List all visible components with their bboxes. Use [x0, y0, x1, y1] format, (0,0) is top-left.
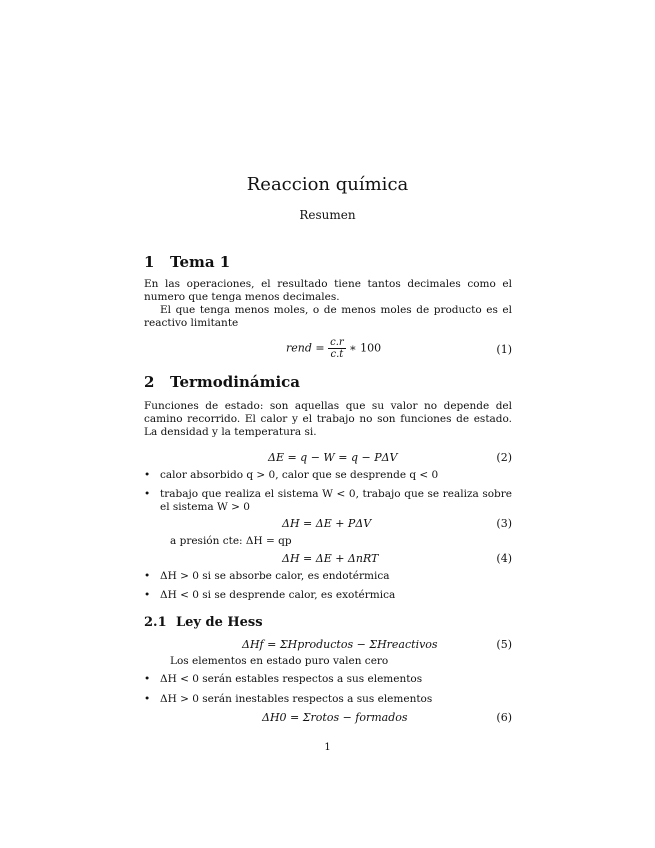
section-number: 2 [144, 373, 155, 391]
bullet-heat-sign: • calor absorbido q > 0, calor que se desprende q < 0 [160, 469, 512, 482]
bullet-endothermic: • ΔH > 0 si se absorbe calor, es endotérmica [160, 570, 512, 583]
equation-6-label: (6) [496, 711, 512, 724]
equation-1-fraction [328, 337, 346, 360]
equation-1 [144, 335, 512, 363]
equation-1-lhs: rend = [286, 341, 325, 355]
document-title: Reaccion química [246, 174, 409, 195]
section-title: Tema 1 [170, 253, 231, 271]
section-number: 1 [144, 253, 155, 271]
paragraph-state-functions: Funciones de estado: son aquellas que su valor no depende del camino recorrido. El calor y el trabajo no son funciones de estado. La densidad y la temperatura si. [144, 400, 512, 438]
section-title: Termodinámica [170, 373, 300, 391]
pressure-note: a presión cte: ΔH = qp [170, 535, 292, 547]
section-2-heading [144, 373, 300, 391]
equation-1-rhs: ∗ 100 [349, 341, 382, 355]
subsection-2-1-heading [144, 615, 263, 630]
fraction-denominator: c.t [330, 349, 344, 360]
abstract-heading: Resumen [299, 208, 356, 222]
pure-elements-note: Los elementos en estado puro valen cero [170, 655, 389, 667]
equation-2-body: ΔE = q − W = q − PΔV [268, 451, 398, 464]
equation-1-label: (1) [496, 343, 512, 356]
equation-3-label: (3) [496, 517, 512, 530]
page-number: 1 [324, 742, 331, 753]
equation-6-body: ΔH0 = Σrotos − formados [262, 711, 408, 724]
equation-4-label: (4) [496, 552, 512, 565]
equation-4-body: ΔH = ΔE + ΔnRT [282, 552, 379, 565]
bullet-stable: • ΔH < 0 serán estables respectos a sus elementos [160, 673, 512, 686]
equation-2-label: (2) [496, 451, 512, 464]
bullet-work-sign: • trabajo que realiza el sistema W < 0, trabajo que se realiza sobre el sistema W > 0 [160, 488, 512, 514]
equation-3-body: ΔH = ΔE + PΔV [282, 517, 372, 530]
bullet-exothermic: • ΔH < 0 si se desprende calor, es exotérmica [160, 589, 512, 602]
subsection-number: 2.1 [144, 615, 167, 630]
fraction-numerator: c.r [330, 337, 344, 348]
section-1-heading [144, 253, 230, 271]
subsection-title: Ley de Hess [176, 615, 263, 630]
bullet-unstable: • ΔH > 0 serán inestables respectos a sus elementos [160, 693, 512, 706]
equation-5-body: ΔHf = ΣHproductos − ΣHreactivos [242, 638, 438, 651]
equation-1-body [286, 337, 381, 360]
paragraph-limiting-reagent: El que tenga menos moles, o de menos moles de producto es el reactivo limitante [144, 304, 512, 329]
equation-5-label: (5) [496, 638, 512, 651]
paragraph-significant-figures: En las operaciones, el resultado tiene tantos decimales como el numero que tenga menos decimales. [144, 278, 512, 303]
